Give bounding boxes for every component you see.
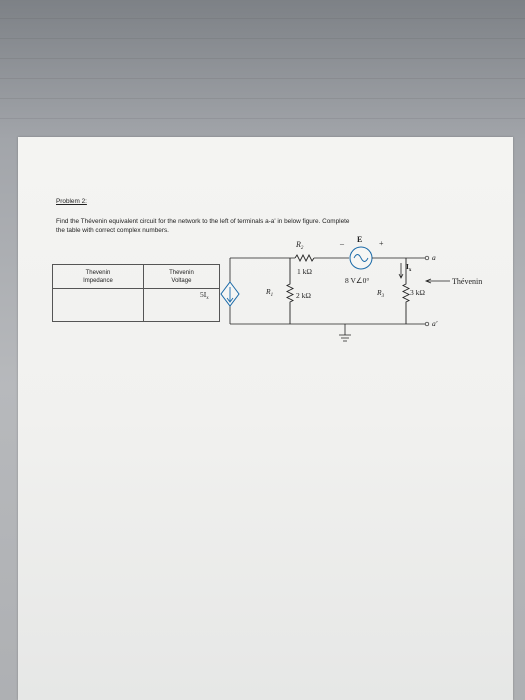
table-header-text: Thevenin Impedance xyxy=(83,269,113,284)
resistor-r1 xyxy=(287,258,293,324)
terminal-a-prime-node xyxy=(425,322,429,326)
source-e-label: E xyxy=(357,235,363,244)
problem-heading: Problem 2: xyxy=(56,198,87,205)
r2-value: 1 kΩ xyxy=(297,267,312,276)
current-arrow-icon xyxy=(399,263,403,278)
source-plus: + xyxy=(379,239,384,248)
terminal-a-node xyxy=(425,256,429,260)
terminal-a-prime-label: a′ xyxy=(432,319,438,328)
ground-icon xyxy=(339,324,351,341)
source-value: 8 V∠0° xyxy=(345,276,370,285)
r2-label: $R_2$ xyxy=(296,240,304,251)
thevenin-arrow-icon xyxy=(426,279,450,283)
terminal-a-label: a xyxy=(432,253,436,262)
r1-label: $R_1$ xyxy=(266,287,274,298)
dependent-source-label: $5I_x$ xyxy=(200,290,209,301)
problem-instruction-line2: the table with correct complex numbers. xyxy=(56,227,169,234)
r3-value: 3 kΩ xyxy=(410,288,425,297)
thevenin-arrow-label: Thévenin xyxy=(452,277,483,286)
table-header-text: Thevenin Voltage xyxy=(169,269,194,284)
problem-instruction-line1: Find the Thévenin equivalent circuit for the network to the left of terminals a-a' in below figure. Complete xyxy=(56,218,350,225)
current-ix-label: $I_x$ xyxy=(406,262,412,273)
r1-value: 2 kΩ xyxy=(296,291,311,300)
r3-label: $R_3$ xyxy=(377,288,385,299)
source-minus: – xyxy=(340,239,344,248)
resistor-r2 xyxy=(295,255,314,261)
